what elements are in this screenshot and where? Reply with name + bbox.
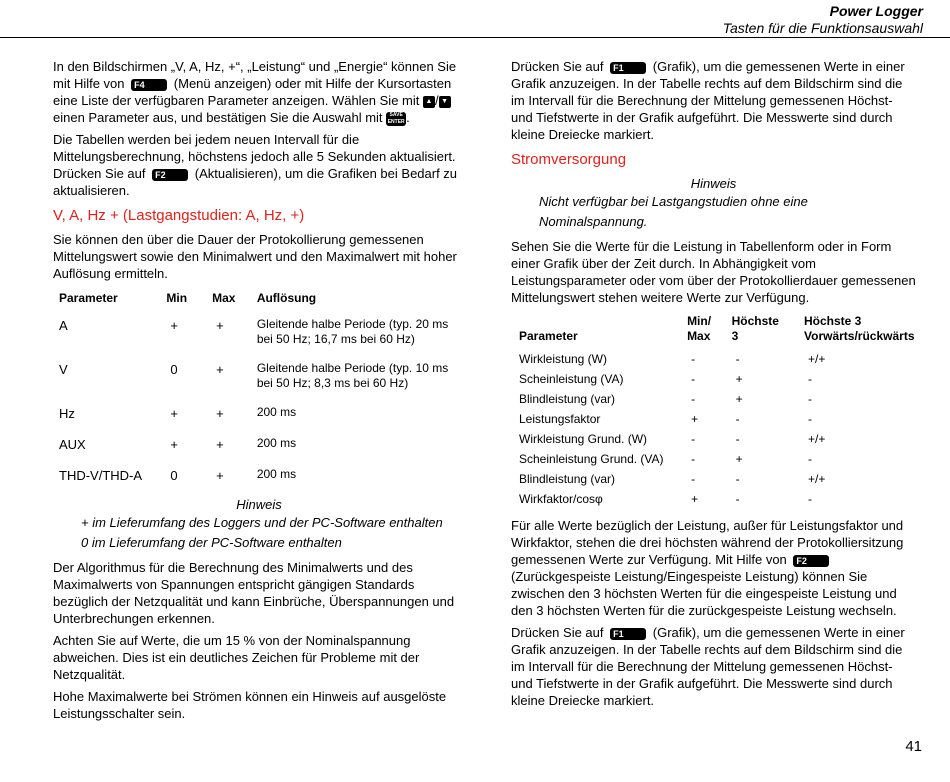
- header-line: Höchste 3: [804, 314, 862, 328]
- up-arrow-key-icon: ▲: [423, 96, 435, 108]
- table-cell: 0: [170, 362, 178, 377]
- text: (Zurückgespeiste Leistung/Eingespeiste Leistung) können Sie zwischen den 3 höchsten Werten für die eingespeiste Leistung und den 3 höchsten Werten für die zurückgespeiste Leistung wechseln.: [511, 569, 897, 618]
- f1-key-icon: F1: [610, 62, 646, 74]
- table-row: [519, 449, 916, 469]
- table-cell: +: [735, 372, 743, 386]
- table-cell: -: [691, 432, 696, 446]
- parameter-table: [59, 290, 465, 490]
- left-paragraph-3: Sie können den über die Dauer der Protokollierung gemessenen Mittelungswert sowie den Minimalwert und den Maximalwert mit hoher Auflösung ermitteln.: [53, 232, 457, 281]
- header-line: Vorwärts/rückwärts: [804, 329, 915, 343]
- table-cell: +: [216, 437, 224, 452]
- text: Für alle Werte bezüglich der Leistung, außer für Leistungsfaktor und Wirkfaktor, stehen die drei höchsten während der Protokolliersitzung gemessenen Werte zur Verfügung. Mit Hilfe von: [511, 518, 904, 567]
- text: Drücken Sie auf: [511, 625, 604, 640]
- column-header: Parameter: [519, 329, 578, 343]
- header-line: Min/: [687, 314, 712, 328]
- column-header: Max: [212, 291, 236, 305]
- column-header: Parameter: [59, 291, 118, 305]
- column-header: [687, 314, 732, 349]
- header-line: Höchste: [731, 314, 779, 328]
- table-cell: +: [691, 492, 699, 506]
- table-row: [519, 429, 916, 449]
- note-title: Hinweis: [690, 176, 737, 191]
- text: (Aktualisieren), um die Grafiken bei Bedarf zu aktualisieren.: [53, 166, 458, 198]
- right-paragraph-3: [511, 517, 916, 619]
- right-paragraph-4: [511, 624, 916, 709]
- power-parameter-table: [519, 314, 916, 509]
- table-row: [59, 467, 465, 490]
- table-row: [59, 317, 465, 361]
- table-cell: -: [691, 372, 696, 386]
- table-cell: Wirkleistung (W): [519, 352, 608, 366]
- text: Drücken Sie auf: [511, 59, 604, 74]
- header-line: 3: [731, 329, 739, 343]
- save-enter-key-icon: [386, 112, 406, 126]
- table-cell: 200 ms: [256, 405, 297, 419]
- text: .: [406, 110, 410, 125]
- header-subtitle: Tasten für die Funktionsauswahl: [722, 20, 923, 36]
- table-cell: +: [170, 318, 178, 333]
- right-column: [511, 58, 916, 714]
- table-cell: +: [216, 318, 224, 333]
- table-cell: A: [59, 318, 68, 333]
- table-cell: Blindleistung (var): [519, 472, 616, 486]
- note-line: Nicht verfügbar bei Lastgangstudien ohne eine: [539, 194, 808, 209]
- table-cell: Gleitende halbe Periode (typ. 10 ms bei 50 Hz; 8,3 ms bei 60 Hz): [256, 361, 449, 390]
- text: einen Parameter aus, und bestätigen Sie die Auswahl mit: [53, 110, 383, 125]
- text: Die Tabellen werden bei jedem neuen Intervall für die Mittelungsberechnung, höchstens jedoch alle 5 Sekunden aktualisiert.: [53, 132, 456, 164]
- table-cell: -: [691, 392, 696, 406]
- section-heading-v-a-hz: V, A, Hz + (Lastgangstudien: A, Hz, +): [53, 207, 305, 224]
- f2-key-icon: F2: [793, 555, 829, 567]
- note-line: 0 im Lieferumfang der PC-Software enthalten: [81, 535, 342, 550]
- header-rule: [0, 37, 950, 38]
- section-heading-stromversorgung: Stromversorgung: [511, 151, 627, 168]
- table-cell: +: [170, 406, 178, 421]
- column-header: Auflösung: [256, 291, 317, 305]
- table-cell: Hz: [59, 406, 75, 421]
- save-key-label: SAVE: [389, 111, 403, 118]
- table-cell: -: [691, 452, 696, 466]
- enter-key-label: ENTER: [387, 118, 405, 125]
- f1-key-icon: F1: [610, 628, 646, 640]
- table-row: [519, 369, 916, 389]
- text: (Grafik), um die gemessenen Werte in einer Grafik anzuzeigen. In der Tabelle rechts auf dem Bildschirm sind die im Intervall für die Berechnung der Mittelung gemessenen Höchst- und Tiefstwerte in der Grafik aufgeführt. Die Messwerte sind durch kleine Dreiecke markiert.: [511, 625, 905, 708]
- table-cell: -: [808, 492, 812, 506]
- header-title: Power Logger: [829, 3, 923, 19]
- text: In den Bildschirmen „V, A, Hz, +“, „Leistung“ und „Energie“ können Sie mit Hilfe von: [53, 59, 457, 91]
- table-cell: -: [808, 412, 812, 426]
- table-cell: +: [170, 437, 178, 452]
- table-cell: +: [735, 452, 743, 466]
- table-header-row: [59, 290, 465, 317]
- table-cell: +: [216, 362, 224, 377]
- table-cell: +: [691, 412, 699, 426]
- table-cell: -: [808, 452, 812, 466]
- table-cell: +/+: [808, 352, 826, 366]
- left-paragraph-1: [53, 58, 465, 126]
- left-paragraph-4: Der Algorithmus für die Berechnung des Minimalwerts und des Maximalwerts von Spannungen entspricht gängigen Standards bezüglich der Netzqualität und kann Einbrüche, Überspannungen und Unterbrechungen erkennen.: [53, 560, 455, 626]
- left-paragraph-6: Hohe Maximalwerte bei Strömen können ein Hinweis auf ausgelöste Leistungsschalter sein.: [53, 689, 447, 721]
- page-number: 41: [905, 738, 922, 755]
- left-paragraph-2: [53, 131, 465, 199]
- table-cell: +/+: [808, 432, 826, 446]
- text: /: [435, 93, 439, 108]
- table-cell: -: [735, 352, 740, 366]
- down-arrow-key-icon: ▼: [439, 96, 451, 108]
- note-line: Nominalspannung.: [539, 214, 648, 229]
- table-cell: V: [59, 362, 68, 377]
- column-header: Min: [166, 291, 188, 305]
- table-cell: Gleitende halbe Periode (typ. 20 ms bei 50 Hz; 16,7 ms bei 60 Hz): [256, 317, 449, 346]
- right-paragraph-2: Sehen Sie die Werte für die Leistung in Tabellenform oder in Form einer Grafik über der Zeit durch. In Abhängigkeit vom Leistungsparameter oder vom über der Protokollierdauer gemessenen Mittelungswert stehen weitere Werte zur Verfügung.: [511, 239, 916, 305]
- table-cell: Wirkleistung Grund. (W): [519, 432, 648, 446]
- table-cell: Wirkfaktor/cosφ: [519, 492, 603, 506]
- table-cell: -: [735, 432, 740, 446]
- column-header: [732, 314, 804, 349]
- table-cell: -: [691, 472, 696, 486]
- table-cell: Blindleistung (var): [519, 392, 616, 406]
- right-paragraph-1: [511, 58, 916, 143]
- table-cell: -: [808, 372, 812, 386]
- text: Drücken Sie auf: [53, 166, 146, 181]
- left-column: [53, 58, 465, 727]
- table-row: [519, 489, 916, 509]
- table-cell: +/+: [808, 472, 826, 486]
- table-cell: -: [735, 412, 740, 426]
- f2-key-icon: F2: [152, 169, 188, 181]
- column-header: [804, 314, 916, 349]
- note-title: Hinweis: [236, 497, 282, 512]
- table-cell: -: [735, 472, 740, 486]
- header-line: Max: [687, 329, 711, 343]
- table-cell: 0: [170, 468, 178, 483]
- page-header: [723, 3, 923, 36]
- table-cell: 200 ms: [256, 467, 297, 481]
- text: (Grafik), um die gemessenen Werte in einer Grafik anzuzeigen. In der Tabelle rechts auf dem Bildschirm sind die im Intervall für die Berechnung der Mittelung gemessenen Höchst- und Tiefstwerte in der Grafik aufgeführt. Die Messwerte sind durch kleine Dreiecke markiert.: [511, 59, 905, 142]
- table-cell: -: [735, 492, 740, 506]
- table-row: [59, 405, 465, 436]
- table-cell: 200 ms: [256, 436, 297, 450]
- table-row: [59, 436, 465, 467]
- table-row: [519, 469, 916, 489]
- table-cell: AUX: [59, 437, 86, 452]
- table-cell: Scheinleistung (VA): [519, 372, 624, 386]
- table-cell: Scheinleistung Grund. (VA): [519, 452, 664, 466]
- table-cell: THD-V/THD-A: [59, 468, 143, 483]
- table-header-row: [519, 314, 916, 349]
- table-cell: Leistungsfaktor: [519, 412, 601, 426]
- text: (Menü anzeigen) oder mit Hilfe der Kursortasten eine Liste der verfügbaren Parameter anzeigen. Wählen Sie mit: [53, 76, 452, 108]
- table-cell: -: [808, 392, 812, 406]
- table-cell: -: [691, 352, 696, 366]
- table-row: [519, 409, 916, 429]
- table-cell: +: [216, 406, 224, 421]
- table-row: [519, 389, 916, 409]
- note-line: + im Lieferumfang des Loggers und der PC-Software enthalten: [81, 515, 443, 530]
- table-cell: +: [735, 392, 743, 406]
- table-row: [519, 349, 916, 369]
- table-cell: +: [216, 468, 224, 483]
- f4-key-icon: F4: [131, 79, 167, 91]
- left-paragraph-5: Achten Sie auf Werte, die um 15 % von der Nominalspannung abweichen. Dies ist ein deutliches Zeichen für Probleme mit der Netzqualität.: [53, 633, 420, 682]
- table-row: [59, 361, 465, 405]
